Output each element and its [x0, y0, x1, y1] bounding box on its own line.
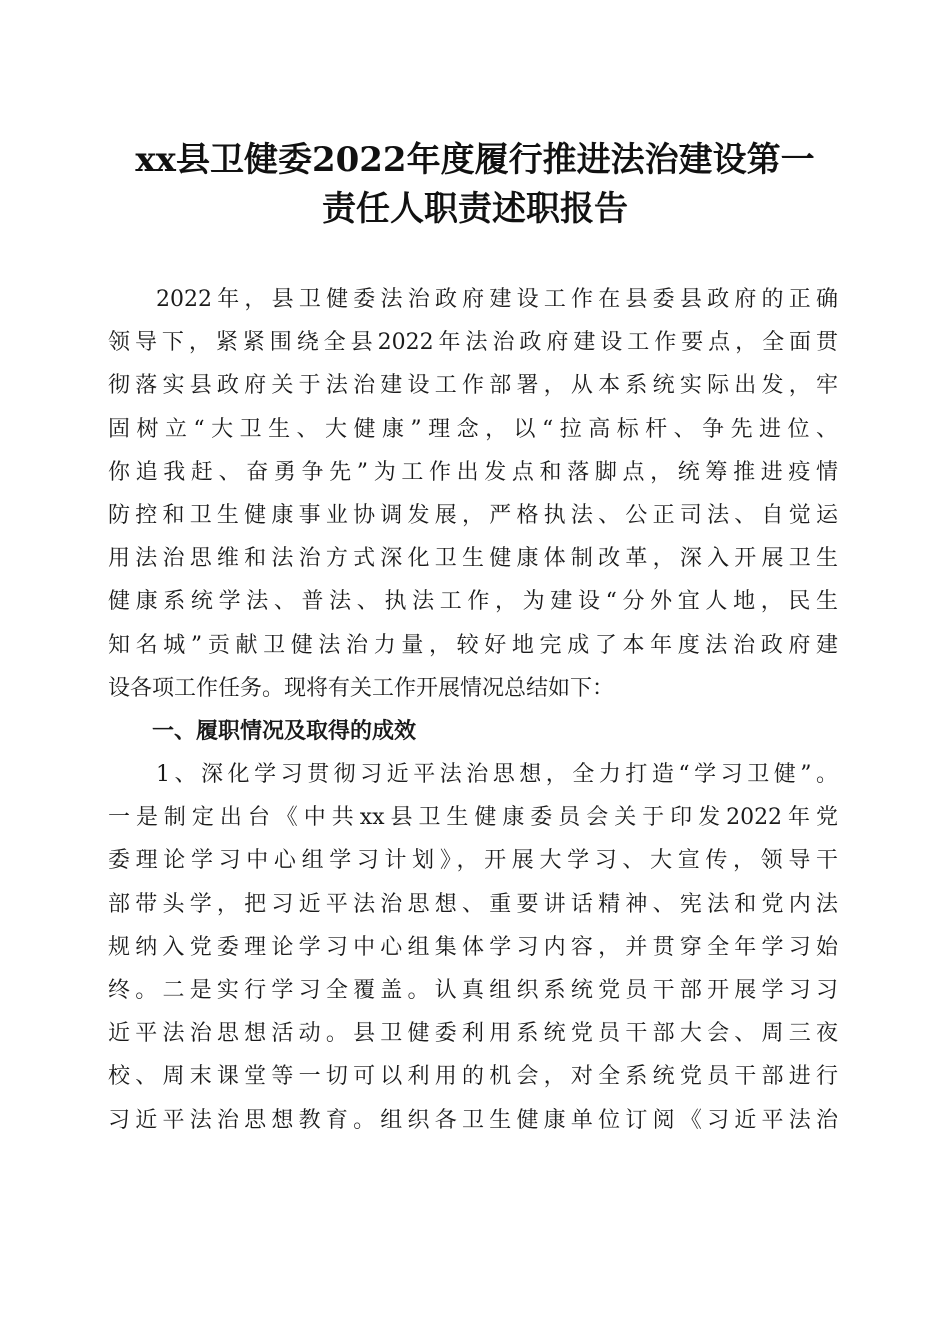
- paragraph-line: 校、周末课堂等一切可以利用的机会，对全系统党员干部进行: [108, 1064, 838, 1090]
- title-line-2: 责任人职责述职报告: [322, 189, 628, 229]
- paragraph-line: 你追我赶、奋勇争先”为工作出发点和落脚点，统筹推进疫情: [108, 459, 838, 485]
- paragraph-line: 健康系统学法、普法、执法工作，为建设“分外宜人地，民生: [108, 589, 838, 615]
- paragraph-line: 知名城”贡献卫健法治力量，较好地完成了本年度法治政府建: [108, 632, 838, 658]
- paragraph-line: 1、深化学习贯彻习近平法治思想，全力打造“学习卫健”。: [156, 762, 838, 788]
- paragraph-line: 设各项工作任务。现将有关工作开展情况总结如下：: [108, 675, 615, 701]
- paragraph-line: 彻落实县政府关于法治建设工作部署，从本系统实际出发，牢: [108, 373, 838, 399]
- title-line-1: xx县卫健委2022年度履行推进法治建设第一: [135, 140, 815, 180]
- paragraph-line: 用法治思维和法治方式深化卫生健康体制改革，深入开展卫生: [108, 546, 838, 572]
- paragraph-line: 固树立“大卫生、大健康”理念，以“拉高标杆、争先进位、: [108, 416, 838, 442]
- paragraph-line: 习近平法治思想教育。组织各卫生健康单位订阅《习近平法治: [108, 1107, 838, 1133]
- paragraph-line: 一是制定出台《中共xx县卫生健康委员会关于印发2022年党: [108, 805, 838, 831]
- paragraph-line: 近平法治思想活动。县卫健委利用系统党员干部大会、周三夜: [108, 1021, 838, 1047]
- document-title: [100, 136, 850, 234]
- paragraph-line: 规纳入党委理论学习中心组集体学习内容，并贯穿全年学习始: [108, 934, 838, 960]
- paragraph-line: 领导下，紧紧围绕全县2022年法治政府建设工作要点，全面贯: [108, 330, 838, 356]
- paragraph-line: 部带头学，把习近平法治思想、重要讲话精神、宪法和党内法: [108, 891, 838, 917]
- paragraph-line: 2022年，县卫健委法治政府建设工作在县委县政府的正确: [156, 287, 838, 312]
- document-body: [108, 278, 838, 1142]
- paragraph-line: 防控和卫生健康事业协调发展，严格执法、公正司法、自觉运: [108, 502, 838, 528]
- paragraph-line: 终。二是实行学习全覆盖。认真组织系统党员干部开展学习习: [108, 978, 838, 1003]
- paragraph-line: 委理论学习中心组学习计划》，开展大学习、大宣传，领导干: [108, 848, 838, 874]
- section-heading: 一、履职情况及取得的成效: [152, 718, 417, 744]
